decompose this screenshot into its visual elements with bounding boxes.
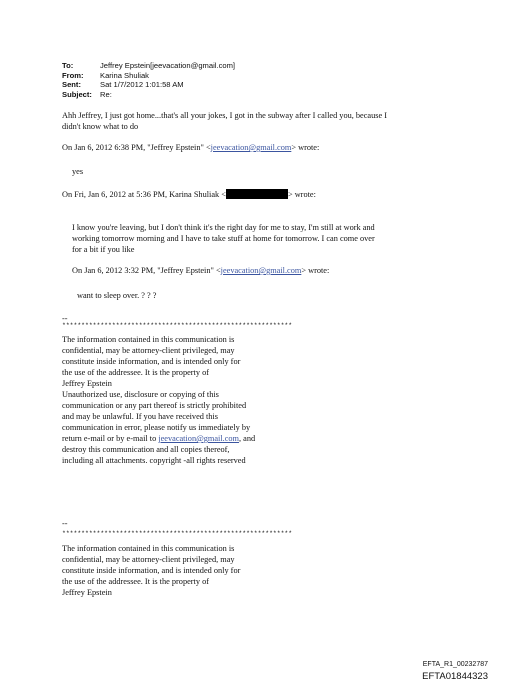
signature-dash: -- [62,314,68,323]
sent-label: Sent: [62,80,81,90]
bates-number-2: EFTA01844323 [422,671,488,682]
email-link[interactable]: jeevacation@gmail.com [220,266,302,275]
notice-line: Jeffrey Epstein [62,588,112,597]
notice-line: communication in error, please notify us immediately by [62,423,251,432]
email-link[interactable]: jeevacation@gmail.com [158,434,239,443]
notice-line: constitute inside information, and is intended only for [62,357,241,366]
notice-line: including all attachments. copyright -all rights reserved [62,456,246,465]
quoted-line: working tomorrow morning and I have to take stuff at home for tomorrow. I can come over [72,234,375,243]
quote-header-2 [62,189,316,200]
from-row [62,71,235,81]
quote-header-text: On Jan 6, 2012 6:38 PM, "Jeffrey Epstein" < [62,143,211,152]
to-value: Jeffrey Epstein[jeevacation@gmail.com] [100,61,236,70]
sent-value: Sat 1/7/2012 1:01:58 AM [100,80,184,90]
quoted-line: for a bit if you like [72,245,135,254]
notice-line: confidential, may be attorney-client privileged, may [62,346,235,355]
quote-header-text: > wrote: [301,266,330,275]
redaction-box [226,189,288,199]
quote-header-3 [72,265,329,276]
reply-line: Ahh Jeffrey, I just got home...that's all your jokes, I got in the subway after I called you, because I [62,111,387,120]
quote-header-1 [62,142,319,153]
notice-line: Unauthorized use, disclosure or copying of this [62,390,219,399]
subject-label: Subject: [62,89,92,99]
subject-row [62,90,235,100]
notice-line: The information contained in this communication is [62,544,235,553]
email-link[interactable]: jeevacation@gmail.com [210,143,292,152]
notice-line: constitute inside information, and is intended only for [62,566,241,575]
signature-divider: ************************************************************ [62,530,293,537]
from-label: From: [62,70,84,80]
notice-line: destroy this communication and all copies thereof, [62,445,230,454]
notice-line: Jeffrey Epstein [62,379,112,388]
quoted-reply-yes: yes [72,167,84,176]
quoted-line: I know you're leaving, but I don't think it's the right day for me to stay, I'm still at work and [72,223,375,232]
notice-line: communication or any part thereof is strictly prohibited [62,401,247,410]
confidentiality-notice [62,334,255,466]
email-header [62,61,235,99]
notice-line: the use of the addressee. It is the property of [62,577,209,586]
signature-dash: -- [62,519,68,528]
reply-paragraph [62,110,387,132]
subject-value: Re: [100,89,112,99]
notice-text: return e-mail or by e-mail to [62,434,159,443]
notice-line: The information contained in this communication is [62,335,235,344]
from-value: Karina Shuliak [100,70,149,80]
notice-text: , and [238,434,256,443]
quoted-paragraph [72,222,375,255]
to-label: To: [62,61,74,70]
reply-line: didn't know what to do [62,122,139,131]
quote-header-text: > wrote: [287,190,316,199]
signature-divider: ************************************************************ [62,322,293,329]
confidentiality-notice [62,543,240,598]
to-row [62,61,235,71]
notice-line: confidential, may be attorney-client privileged, may [62,555,235,564]
notice-line: the use of the addressee. It is the property of [62,368,209,377]
notice-line [62,433,255,444]
notice-line: and may be unlawful. If you have received this [62,412,218,421]
quote-header-text: On Fri, Jan 6, 2012 at 5:36 PM, Karina Shuliak < [62,190,226,199]
original-message: want to sleep over. ? ? ? [77,291,157,300]
quote-header-text: > wrote: [291,143,320,152]
bates-number-1: EFTA_R1_00232787 [422,661,488,668]
sent-row [62,80,235,90]
quote-header-text: On Jan 6, 2012 3:32 PM, "Jeffrey Epstein" < [72,266,221,275]
